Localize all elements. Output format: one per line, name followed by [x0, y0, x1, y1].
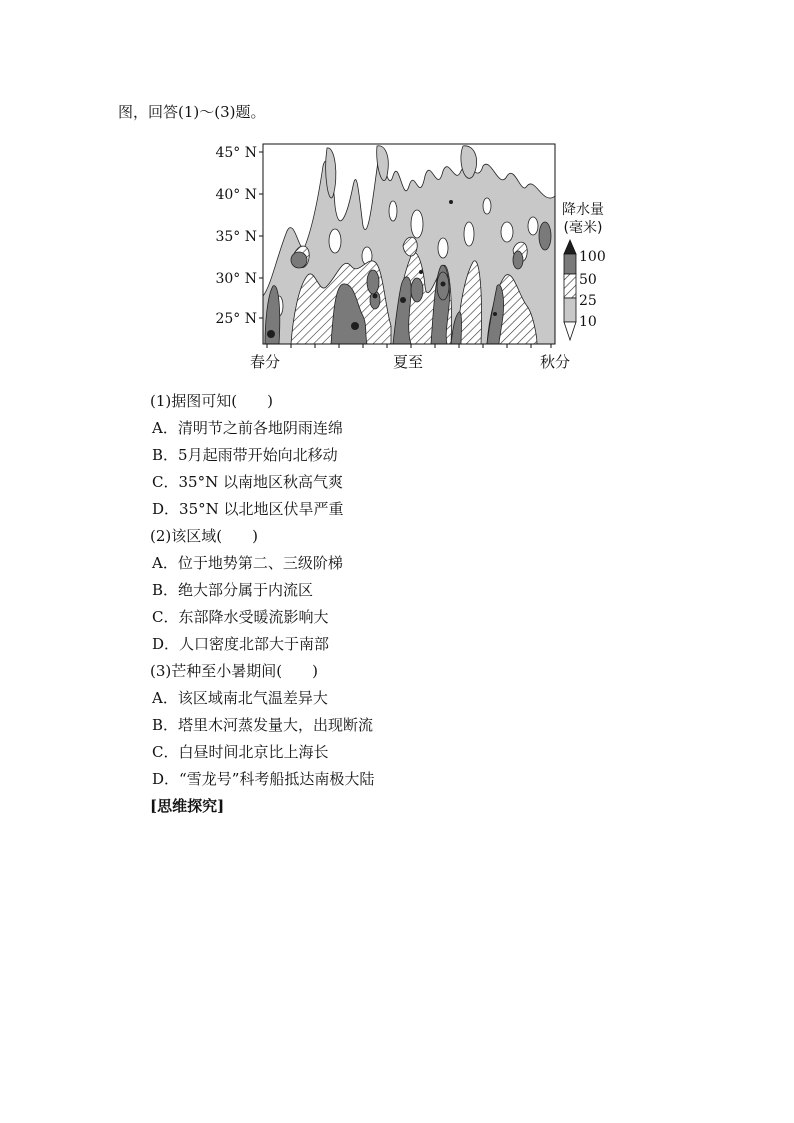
- legend-swatch-25: [564, 274, 576, 298]
- legend-label-25: 25: [579, 293, 597, 309]
- question-3-option-d: D．“雪龙号”科考船抵达南极大陆: [152, 770, 375, 788]
- question-1-stem: (1)据图可知( ): [150, 392, 273, 410]
- legend-swatch-50: [564, 254, 576, 274]
- y-tick-40: 40° N: [215, 187, 257, 203]
- x-tick-spring-equinox: 春分: [249, 353, 281, 371]
- legend-label-50: 50: [579, 272, 597, 288]
- question-1-option-b: B．5月起雨带开始向北移动: [152, 446, 338, 464]
- legend-swatch-10: [564, 298, 576, 322]
- question-3-stem: (3)芒种至小暑期间( ): [150, 662, 318, 680]
- y-tick-30: 30° N: [215, 271, 257, 287]
- question-2-option-a: A．位于地势第二、三级阶梯: [152, 554, 343, 572]
- legend: [562, 201, 606, 340]
- legend-label-10: 10: [579, 314, 597, 330]
- question-3-option-a: A．该区域南北气温差异大: [152, 689, 328, 707]
- x-tick-autumn-equinox: 秋分: [539, 353, 571, 371]
- question-2-option-b: B．绝大部分属于内流区: [152, 581, 314, 599]
- question-2-stem: (2)该区域( ): [150, 527, 258, 545]
- precipitation-figure: [207, 136, 619, 382]
- y-tick-35: 35° N: [215, 229, 257, 245]
- question-1-option-d: D．35°N 以北地区伏旱严重: [152, 500, 344, 518]
- question-list: [150, 388, 374, 820]
- intro-text: 图，回答(1)～(3)题。: [118, 103, 266, 121]
- y-tick-25: 25° N: [215, 311, 257, 327]
- legend-title: 降水量: [562, 202, 604, 218]
- question-3-option-c: C．白昼时间北京比上海长: [152, 743, 329, 761]
- question-1-option-a: A．清明节之前各地阴雨连绵: [152, 419, 343, 437]
- legend-label-100: 100: [579, 249, 606, 265]
- x-tick-summer-solstice: 夏至: [392, 353, 424, 371]
- question-3-option-b: B．塔里木河蒸发量大，出现断流: [152, 716, 374, 734]
- question-2-option-c: C．东部降水受暖流影响大: [152, 608, 329, 626]
- precipitation-chart: [207, 136, 619, 382]
- y-tick-45: 45° N: [215, 145, 257, 161]
- question-1-option-c: C．35°N 以南地区秋高气爽: [152, 473, 343, 491]
- legend-unit: (毫米): [563, 220, 603, 236]
- section-heading-thinking: [思维探究]: [150, 797, 225, 815]
- question-2-option-d: D．人口密度北部大于南部: [152, 635, 330, 653]
